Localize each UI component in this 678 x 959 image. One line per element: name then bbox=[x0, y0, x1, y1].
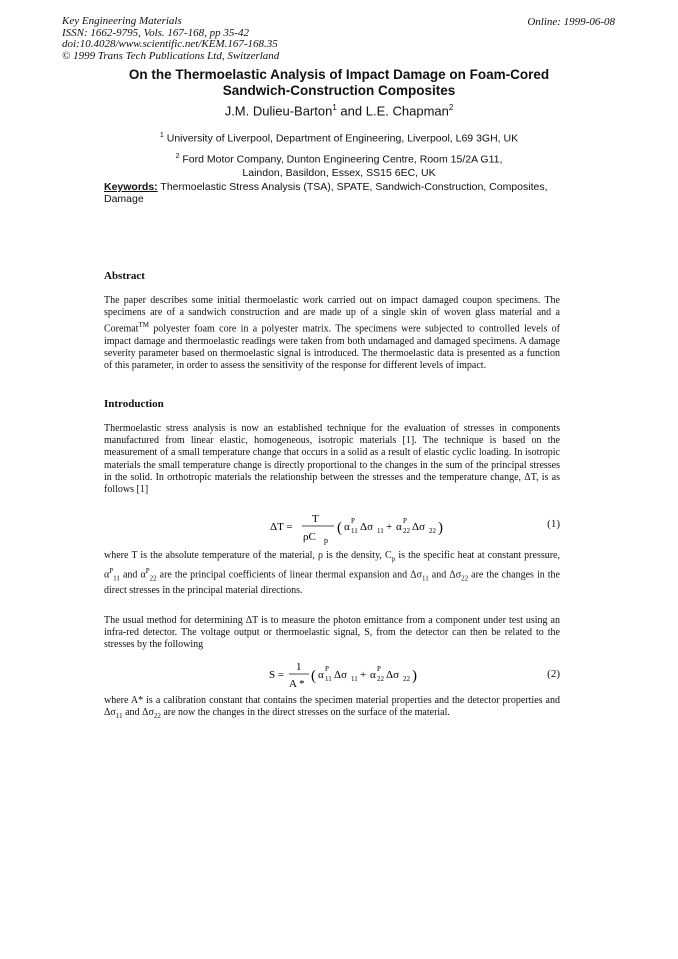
eq1-den-sub: p bbox=[324, 536, 328, 545]
equation-1 bbox=[104, 510, 560, 546]
eq1-close-paren: ) bbox=[438, 520, 443, 536]
equation-2 bbox=[104, 660, 560, 690]
equation-1-number: (1) bbox=[547, 518, 560, 530]
abstract-heading: Abstract bbox=[104, 270, 145, 282]
where2-part-b: and Δσ bbox=[122, 707, 154, 719]
equation-2-number: (2) bbox=[547, 668, 560, 680]
equation-1-graphic bbox=[104, 510, 560, 546]
abstract-part-1: The paper describes some initial thermoelastic work carried out on impact damaged coupon specimens. The specimens are of a sandwich construction and are made up of a single skin of woven glass material and a Coremat bbox=[104, 295, 560, 335]
eq1-alpha2: α bbox=[396, 521, 402, 533]
where1-sup-p1: P bbox=[109, 567, 114, 576]
copyright-line: © 1999 Trans Tech Publications Ltd, Switzerland bbox=[62, 49, 280, 62]
affiliation-2 bbox=[0, 150, 678, 180]
eq2-sub-11a: 11 bbox=[325, 675, 332, 683]
doi-line[interactable]: doi:10.4028/www.scientific.net/KEM.167-168.35 bbox=[62, 38, 278, 50]
abstract-text bbox=[104, 295, 560, 373]
where2-sub-11: 11 bbox=[115, 712, 123, 721]
title-line-2: Sandwich-Construction Composites bbox=[222, 83, 456, 98]
where1-sub-p: p bbox=[391, 555, 396, 563]
author-1: J.M. Dulieu-Barton bbox=[224, 103, 333, 119]
title-line-1: On the Thermoelastic Analysis of Impact Damage on Foam-Cored bbox=[128, 67, 550, 82]
eq1-sub-22a: 22 bbox=[403, 527, 410, 535]
author-2: L.E. Chapman bbox=[365, 103, 449, 119]
where2-sub-22: 22 bbox=[153, 712, 161, 721]
issn-line: ISSN: 1662-9795, Vols. 167-168, pp 35-42 bbox=[62, 26, 249, 39]
introduction-paragraph-2: The usual method for determining ΔT is to measure the photon emittance from a component under test using an infra-red detector. The voltage output or thermoelastic signal, S, from the detector can then be related to the stresses by the following bbox=[104, 615, 560, 651]
eq2-dsigma1: Δσ bbox=[334, 669, 348, 681]
eq2-numerator: 1 bbox=[296, 661, 302, 673]
eq2-dsigma2: Δσ bbox=[386, 669, 400, 681]
journal-header bbox=[62, 16, 279, 62]
keywords-label: Keywords: bbox=[104, 181, 158, 193]
eq2-sub-22b: 22 bbox=[403, 675, 410, 683]
where2-part-c: are now the changes in the direct stresses on the surface of the material. bbox=[160, 707, 450, 719]
eq2-close-paren: ) bbox=[412, 668, 417, 684]
journal-name: Key Engineering Materials bbox=[62, 15, 182, 27]
where1-part-f: are the changes in the direct stresses in the principal material directions. bbox=[104, 569, 560, 596]
eq1-sup-p2: P bbox=[403, 517, 407, 525]
affiliation-1 bbox=[0, 129, 678, 146]
aff1-sup: 1 bbox=[159, 132, 164, 139]
aff2-sup: 2 bbox=[175, 153, 180, 160]
where1-part-d: are the principal coefficients of linear thermal expansion and Δσ bbox=[156, 569, 422, 581]
abstract-part-2: polyester foam core in a polyester matrix. The specimens were subjected to controlled levels of impact damage and thermoelastic readings were taken from both undamaged and damaged specimens. A damage severity parameter based on thermoelastic signal is introduced. The thermoelastic data is presented as a function of this parameter, in order to assess the sensitivity of the response for different levels of impact. bbox=[104, 323, 560, 372]
eq1-denominator: ρC bbox=[303, 531, 316, 543]
where1-part-e: and Δσ bbox=[428, 569, 462, 581]
eq2-lhs: S = bbox=[269, 669, 285, 681]
keywords-text: Thermoelastic Stress Analysis (TSA), SPATE, Sandwich-Construction, Composites, Damage bbox=[104, 181, 548, 205]
eq1-dsigma2: Δσ bbox=[412, 521, 426, 533]
where1-sup-p2: P bbox=[145, 567, 150, 576]
eq1-sub-22b: 22 bbox=[429, 527, 436, 535]
equation-1-explanation bbox=[104, 550, 560, 597]
eq1-sub-11a: 11 bbox=[351, 527, 358, 535]
eq1-open-paren: ( bbox=[337, 520, 342, 536]
eq2-sup-p1: P bbox=[325, 665, 329, 673]
keywords bbox=[104, 181, 574, 205]
where1-sub-11b: 11 bbox=[421, 574, 429, 583]
eq2-open-paren: ( bbox=[311, 668, 316, 684]
eq2-alpha1: α bbox=[318, 669, 324, 681]
author-list bbox=[0, 103, 678, 118]
introduction-paragraph-1: Thermoelastic stress analysis is now an established technique for the evaluation of stresses in components manufactured from linear elastic, homogeneous, isotropic materials [1]. The technique is based on the measurement of a small temperature change that occurs in a solid as a result of elastic cyclic loading. In isotropic materials the small temperature change is directly proportional to the changes in the sum of the principal stresses in the solid. In orthotropic materials the relationship between the stresses and the temperature change, ΔT, is as follows [1] bbox=[104, 423, 560, 496]
where1-sub-22b: 22 bbox=[461, 574, 469, 583]
eq1-sup-p1: P bbox=[351, 517, 355, 525]
author-2-sup: 2 bbox=[448, 103, 454, 112]
eq2-plus: + bbox=[360, 669, 367, 681]
aff1-text: University of Liverpool, Department of Engineering, Liverpool, L69 3GH, UK bbox=[166, 132, 519, 145]
where1-part-a: where T is the absolute temperature of the material, ρ is the density, C bbox=[104, 550, 392, 561]
eq2-denominator: A * bbox=[289, 678, 305, 690]
eq2-alpha2: α bbox=[370, 669, 376, 681]
where1-sub-11a: 11 bbox=[113, 574, 120, 583]
aff2-line-1: Ford Motor Company, Dunton Engineering Centre, Room 15/2A G11, bbox=[182, 153, 503, 166]
paper-title bbox=[0, 67, 678, 99]
where1-sub-22a: 22 bbox=[149, 574, 157, 583]
eq2-sub-11b: 11 bbox=[351, 675, 358, 683]
eq1-plus: + bbox=[386, 521, 393, 533]
aff2-line-2: Laindon, Basildon, Essex, SS15 6EC, UK bbox=[242, 166, 436, 179]
introduction-heading: Introduction bbox=[104, 398, 164, 410]
equation-2-explanation bbox=[104, 695, 560, 722]
where1-part-c: and α bbox=[119, 569, 146, 581]
author-and: and bbox=[340, 103, 363, 119]
eq1-dsigma1: Δσ bbox=[360, 521, 374, 533]
author-1-sup: 1 bbox=[332, 103, 337, 112]
eq2-sub-22a: 22 bbox=[377, 675, 384, 683]
trademark-sup: TM bbox=[138, 321, 149, 330]
eq1-sub-11b: 11 bbox=[377, 527, 384, 535]
where1-part-b: is the specific heat at constant pressure, α bbox=[104, 550, 560, 581]
eq1-alpha1: α bbox=[344, 521, 350, 533]
equation-2-graphic bbox=[104, 660, 560, 690]
eq1-lhs: ΔT = bbox=[270, 521, 293, 533]
eq2-sup-p2: P bbox=[377, 665, 381, 673]
eq1-numerator: T bbox=[312, 513, 319, 525]
where2-part-a: where A* is a calibration constant that contains the specimen material properties and the detector properties and Δσ bbox=[104, 695, 560, 719]
online-date: Online: 1999-06-08 bbox=[527, 16, 615, 28]
